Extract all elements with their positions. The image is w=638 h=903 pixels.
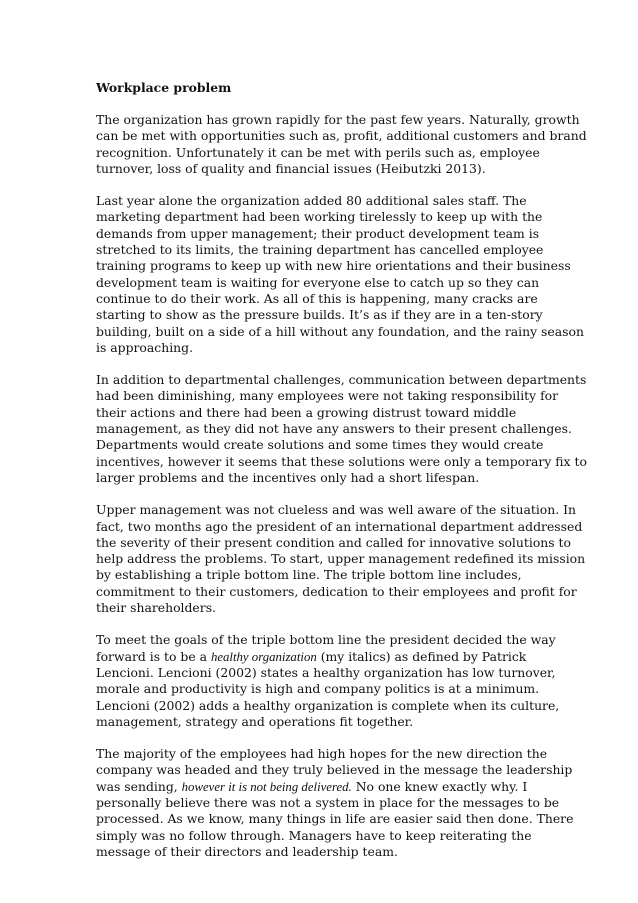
text-line: morale and productivity is high and company politics is at a minimum. [96,681,540,697]
text-run: No one knew exactly why. I [351,778,528,794]
text-line: their shareholders. [96,600,216,616]
text-line: The majority of the employees had high hopes for the new direction the [96,746,548,762]
text-line-with-italics [96,779,548,795]
text-line: recognition. Unfortunately it can be met with perils such as, employee [96,144,540,160]
text-line: management, strategy and operations fit together. [96,713,414,729]
paragraph-3 [96,372,587,486]
text-line: incentives, however it seems that these solutions were only a temporary fix to [96,453,587,469]
text-line: the severity of their present condition and called for innovative solutions to [96,534,571,550]
text-line: management, as they did not have any answers to their present challenges. [96,421,572,437]
text-line: Upper management was not clueless and was well aware of the situation. In [96,502,576,518]
text-line: by establishing a triple bottom line. The triple bottom line includes, [96,567,522,583]
text-line: their actions and there had been a growing distrust toward middle [96,404,517,420]
text-line: marketing department had been working tirelessly to keep up with the [96,209,543,225]
italic-phrase: however it is not being delivered. [181,779,352,794]
document-page [96,80,587,876]
text-line-with-italics [96,649,548,665]
text-line: help address the problems. To start, upper management redefined its mission [96,551,586,567]
text-line: larger problems and the incentives only had a short lifespan. [96,469,480,485]
paragraph-2 [96,193,584,356]
text-line: demands from upper management; their product development team is [96,225,540,241]
text-line: Lencioni. Lencioni (2002) states a healthy organization has low turnover, [96,664,556,680]
text-line: had been diminishing, many employees were not taking responsibility for [96,388,559,404]
text-line: building, built on a side of a hill without any foundation, and the rainy season [96,323,584,339]
text-run: forward is to be a [96,648,211,664]
text-line: Departments would create solutions and some times they would create [96,437,544,453]
text-line: personally believe there was not a system in place for the messages to be [96,794,560,810]
text-line: development team is waiting for everyone else to catch up so they can [96,274,540,290]
text-line: starting to show as the pressure builds. It’s as if they are in a ten-story [96,307,543,323]
text-line: The organization has grown rapidly for the past few years. Naturally, growth [96,112,580,127]
text-line: stretched to its limits, the training department has cancelled employee [96,242,544,258]
text-run: (my italics) as defined by Patrick [316,648,527,664]
paragraph-5 [96,632,560,730]
italic-phrase: healthy organization [210,649,317,664]
text-line: processed. As we know, many things in life are easier said then done. There [96,811,574,827]
text-line: commitment to their customers, dedication to their employees and profit for [96,583,577,599]
text-line: continue to do their work. As all of this is happening, many cracks are [96,290,538,306]
document-heading: Workplace problem [96,80,232,95]
text-line: simply was no follow through. Managers have to keep reiterating the [96,827,532,843]
text-line: Last year alone the organization added 80 additional sales staff. The [96,193,527,209]
text-line: Lencioni (2002) adds a healthy organization is complete when its culture, [96,697,560,713]
text-line: To meet the goals of the triple bottom line the president decided the way [96,632,556,648]
text-run: was sending, [96,778,182,794]
text-line: training programs to keep up with new hire orientations and their business [96,258,571,274]
paragraph-6 [96,746,574,860]
paragraph-1 [96,112,587,177]
text-line: is approaching. [96,339,194,355]
text-line: fact, two months ago the president of an international department addressed [96,518,583,534]
text-line: message of their directors and leadership team. [96,843,398,859]
text-line: turnover, loss of quality and financial issues (Heibutzki 2013). [96,160,486,176]
text-line: company was headed and they truly believed in the message the leadership [96,762,573,778]
text-line: In addition to departmental challenges, communication between departments [96,372,587,388]
text-line: can be met with opportunities such as, profit, additional customers and brand [96,128,587,144]
paragraph-4 [96,502,586,616]
